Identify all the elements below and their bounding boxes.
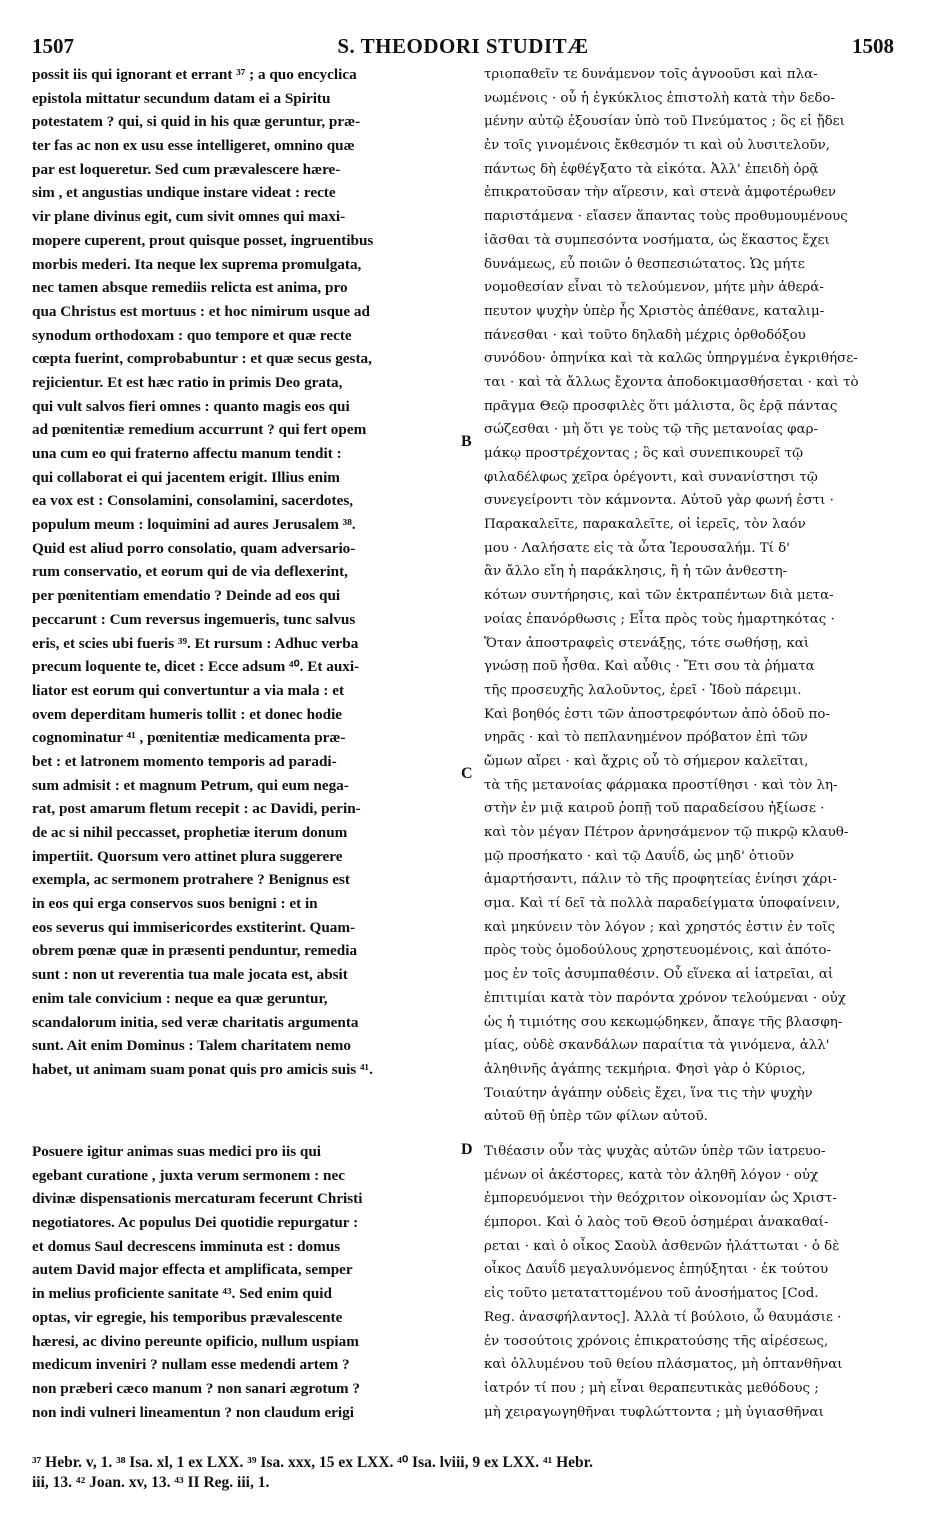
greek-text-line: ὤμων αἴρει · καὶ ἄχρις οὗ τὸ σήμερον καλεῖται,	[484, 753, 809, 769]
greek-text-line: μῷ προσήκατο · καὶ τῷ Δαυΐδ, ὡς μηδ' ὁτιοῦν	[484, 848, 795, 864]
latin-text-line: impertiit. Quorsum vero attinet plura suggerere	[32, 847, 343, 865]
latin-text-line: per pœnitentiam emendatio ? Deinde ad eos qui	[32, 587, 341, 605]
latin-text-line: divinæ dispensationis mercaturam fecerunt Christi	[32, 1190, 363, 1208]
greek-text-line: μένην αὐτῷ ἐξουσίαν ὑπὸ τοῦ Πνεύματος ; ὃς εἰ ᾔδει	[484, 114, 845, 130]
greek-text-line: μάκῳ προστρέχοντας ; ὃς καὶ συνεπικουρεῖ τῷ	[484, 446, 804, 461]
greek-text-line: συνόδου· ὁπηνίκα καὶ τὰ καλῶς ὑπηργμένα ἐγκριθήσε-	[484, 351, 858, 367]
latin-text-line: obrem pœnæ quæ in præsenti penduntur, remedia	[32, 942, 358, 960]
latin-text-line: par est loqueretur. Sed cum prævalescere hære-	[32, 160, 341, 178]
latin-text-line: negotiatores. Ac populus Dei quotidie repurgatur :	[32, 1214, 359, 1232]
greek-text-line: συνεγείροντι τὸν κάμνοντα. Αὐτοῦ γὰρ φωνή ἐστι ·	[484, 493, 834, 509]
latin-text-line: non indi vulneri lineamentun ? non claudum erigi	[32, 1403, 354, 1421]
latin-text-line: hæresi, ac divino pereunte opificio, nullum uspiam	[32, 1332, 359, 1350]
latin-text-line: rat, post amarum fletum recepit : ac Davidi, perin-	[32, 800, 361, 818]
greek-column-top	[484, 63, 892, 1129]
latin-text-line: qua Christus est mortuus : et hoc nimirum usque ad	[32, 302, 370, 320]
greek-text-line: τριοπαθεῖν τε δυνάμενον τοῖς ἀγνοοῦσι καὶ πλα-	[484, 67, 818, 82]
latin-text-line: egebant curatione , juxta verum sermonem : nec	[32, 1166, 345, 1184]
latin-text-line: de ac si nihil peccasset, prophetiæ iterum donum	[32, 824, 348, 841]
greek-text-line: σμα. Καὶ τί δεῖ τὰ πολλὰ παραδείγματα ὑποφαίνειν,	[484, 896, 841, 912]
greek-text-line: Παρακαλεῖτε, παρακαλεῖτε, οἱ ἱερεῖς, τὸν λαόν	[484, 517, 806, 533]
latin-text-line: Posuere igitur animas suas medici pro iis qui	[32, 1143, 322, 1160]
greek-text-line: ἂν ἄλλο εἴη ἡ παράκλησις, ἢ ἡ τῶν ἀνθεστη-	[484, 564, 788, 580]
latin-text-line: eos severus qui immisericordes exstiterint. Quam-	[32, 918, 356, 936]
latin-text-line: bet : et latronem momento temporis ad paradi-	[32, 752, 337, 770]
latin-text-line: sunt : non ut reverentia tua male jocata est, absit	[32, 966, 348, 984]
latin-text-line: rum conservatio, et eorum qui de via deflexerint,	[32, 563, 348, 581]
greek-text-line: Τοιαύτην ἀγάπην οὐδεὶς ἔχει, ἵνα τις τὴν ψυχὴν	[484, 1085, 813, 1101]
greek-text-line: μίας, οὐδὲ σκανδάλων παραίτια τὰ γινόμενα, ἀλλ'	[484, 1038, 830, 1054]
greek-text-line: Ὅταν ἀποστραφεὶς στενάξῃς, τότε σωθήσῃ, καὶ	[484, 635, 810, 651]
greek-text-line: πάντως δὴ ἐφθέγξατο τὰ εἰκότα. Ἀλλ' ἐπειδὴ ὁρᾷ	[484, 161, 819, 177]
greek-text-line: ἐπικρατοῦσαν τὴν αἵρεσιν, καὶ στενὰ ἀμφοτέρωθεν	[484, 185, 836, 201]
footnote-line: iii, 13. ⁴² Joan. xv, 13. ⁴³ II Reg. iii, 1.	[32, 1474, 270, 1491]
greek-text-line: πάνεσθαι · καὶ τοῦτο δηλαδὴ μέχρις ὀρθοδόξου	[484, 327, 806, 343]
latin-text-line: nec tamen absque remediis relicta est anima, pro	[32, 279, 348, 297]
greek-text-line: καὶ ὀλλυμένου τοῦ θείου πλάσματος, μὴ ὀπτανθῆναι	[484, 1357, 843, 1373]
latin-text-line: autem David major effecta et amplificata, semper	[32, 1261, 353, 1279]
latin-text-line: sim , et angustias undique instare videat : recte	[32, 184, 336, 202]
greek-text-line: γνώσῃ ποῦ ἦσθα. Καὶ αὖθις · Ἔτι σου τὰ ῥήματα	[484, 659, 815, 675]
footnotes	[32, 1453, 894, 1493]
latin-text-line: non præberi cæco manum ? non sanari ægrotum ?	[32, 1379, 360, 1397]
latin-text-line: mopere cuperent, prout quisque posset, ingruentibus	[32, 231, 374, 249]
latin-text-line: potestatem ? qui, si quid in his quæ geruntur, præ-	[32, 113, 361, 131]
greek-text-line: ἀληθινῆς ἀγάπης τεκμήρια. Φησὶ γὰρ ὁ Κύριος,	[484, 1061, 806, 1077]
greek-text-line: Reg. ἀνασφήλαντος]. Ἀλλὰ τί βούλοιο, ὦ θαυμάσιε ·	[484, 1309, 842, 1325]
greek-column-bottom	[484, 1140, 892, 1424]
margin-marker-b: B	[461, 433, 472, 450]
greek-text-line: μὴ χειραγωγηθῆναι τυφλώττοντα ; μὴ ὑγιασθῆναι	[484, 1404, 824, 1420]
latin-text-line: ovem deperditam humeris tollit : et donec hodie	[32, 705, 343, 723]
greek-text-line: πρὸς τοὺς ὁμοδούλους χρηστευομένοις, καὶ ἀπότο-	[484, 943, 832, 959]
latin-text-line: medicum inveniri ? nullam esse medendi artem ?	[32, 1356, 350, 1374]
greek-text-line: πρᾶγμα Θεῷ προσφιλὲς ὅτι μάλιστα, ὃς ἐρᾷ πάντας	[484, 398, 838, 414]
greek-text-line: ἰατρόν τί που ; μὴ εἶναι θεραπευτικὰς μεθόδους ;	[484, 1380, 819, 1396]
greek-text-line: Καὶ βοηθός ἐστι τῶν ἀποστρεφόντων ἀπὸ ὁδοῦ πο-	[484, 706, 830, 722]
greek-text-line: μένων οἱ ἀκέστορες, κατὰ τὸν ἀληθῆ λόγον · οὐχ	[484, 1167, 819, 1183]
page-number-left: 1507	[32, 34, 74, 58]
greek-text-line: νοίας ἐπανόρθωσις ; Εἶτα πρὸς τοὺς ἡμαρτηκότας ·	[484, 611, 835, 627]
greek-text-line: νωμένοις · οὗ ἡ ἐγκύκλιος ἐπιστολὴ κατὰ τὴν δεδο-	[484, 90, 835, 106]
greek-text-line: έμποροι. Καὶ ὁ λαὸς τοῦ Θεοῦ ὁσημέραι ἀνακαθαί-	[484, 1215, 829, 1231]
greek-text-line: κότων συντήρησις, καὶ τῶν ἐκτραπέντων διὰ μετα-	[484, 588, 834, 604]
greek-text-line: ἐμπορευόμενοι τὴν θεόχριτον οἰκονομίαν ὡς Χριστ-	[484, 1191, 837, 1207]
latin-text-line: sum admisit : et magnum Petrum, qui eum nega-	[32, 776, 349, 794]
latin-text-line: et domus Saul decrescens imminuta est : domus	[32, 1237, 341, 1255]
greek-text-line: στὴν ἐν μιᾷ καιροῦ ῥοπῇ τοῦ παραδείσου ἠξίωσε ·	[484, 801, 825, 817]
greek-text-line: καὶ μηκύνειν τὸν λόγον ; καὶ χρηστός ἐστιν ἐν τοῖς	[484, 919, 836, 935]
margin-marker-d: D	[461, 1141, 473, 1158]
greek-text-line: τῆς προσευχῆς λαλοῦντος, ἐρεῖ · Ἰδοὺ πάρειμι.	[484, 682, 802, 698]
latin-text-line: vir plane divinus egit, cum sivit omnes qui maxi-	[32, 208, 346, 226]
latin-text-line: peccarunt : Cum reversus ingemueris, tunc salvus	[32, 610, 356, 628]
greek-text-line: τὰ τῆς μετανοίας φάρμακα προστίθησι · καὶ τὸν λη-	[484, 777, 838, 793]
latin-text-line: cognominatur ⁴¹ , pœnitentiæ medicamenta præ-	[32, 729, 346, 747]
greek-text-line: ται · καὶ τὰ ἄλλως ἔχοντα ἀποδοκιμασθήσεται · καὶ τὸ	[484, 374, 859, 390]
greek-text-line: ἐν τοσούτοις χρόνοις ἐπικρατούσης τῆς αἱρέσεως,	[484, 1333, 829, 1349]
latin-text-line: ea vox est : Consolamini, consolamini, sacerdotes,	[32, 492, 354, 510]
greek-text-line: αὐτοῦ θῇ ὑπὲρ τῶν φίλων αὐτοῦ.	[484, 1109, 708, 1125]
latin-text-line: habet, ut animam suam ponat quis pro amicis suis ⁴¹.	[32, 1060, 373, 1078]
greek-text-line: φιλαδέλφως χεῖρα ὀρέγοντι, καὶ συνανίστησι τῷ	[484, 469, 818, 485]
latin-text-line: epistola mittatur secundum datam ei a Spiritu	[32, 89, 331, 107]
greek-text-line: πευτον ψυχὴν ὑπὲρ ἧς Χριστὸς ἀπέθανε, καταλιμ-	[484, 303, 825, 319]
greek-text-line: νηρᾶς · καὶ τὸ πεπλανημένον πρόβατον ἐπὶ τῶν	[484, 730, 808, 746]
latin-text-line: populum meum : loquimini ad aures Jerusalem ³⁸.	[32, 516, 356, 534]
footnote-line: ³⁷ Hebr. v, 1. ³⁸ Isa. xl, 1 ex LXX. ³⁹ Isa. xxx, 15 ex LXX. ⁴⁰ Isa. lviii, 9 ex LXX. ⁴¹ Hebr.	[32, 1454, 593, 1471]
latin-text-line: una cum eo qui fraterno affectu manum tendit :	[32, 445, 342, 462]
latin-text-line: eris, et scies ubi fueris ³⁹. Et rursum : Adhuc verba	[32, 634, 359, 652]
page-header	[32, 34, 894, 60]
latin-text-line: morbis mederi. Ita neque lex suprema promulgata,	[32, 255, 362, 273]
latin-text-line: rejicientur. Et est hæc ratio in primis Deo grata,	[32, 373, 343, 391]
greek-text-line: ὡς ἡ τιμιότης σου κεκωμῴδηκεν, ἄπαγε τῆς βλασφη-	[484, 1014, 843, 1030]
greek-text-line: μος ἐν τοῖς ἀσυμπαθέσιν. Οὗ εἵνεκα αἱ ἰατρεῖαι, αἱ	[484, 967, 834, 983]
greek-text-line: παριστάμενα · εἴασεν ἅπαντας τοὺς προθυμουμένους	[484, 209, 848, 225]
latin-text-line: possit iis qui ignorant et errant ³⁷ ; a quo encyclica	[32, 66, 357, 83]
latin-text-line: liator est eorum qui convertuntur a via mala : et	[32, 681, 345, 699]
greek-text-line: νομοθεσίαν εἶναι τὸ τελούμενον, μήτε μὴν ἀθερά-	[484, 280, 824, 296]
greek-text-line: σώζεσθαι · μὴ ὅτι γε τοὺς τῷ τῆς μετανοίας φαρ-	[484, 422, 818, 438]
greek-text-line: μου · Λαλήσατε εἰς τὰ ὦτα Ἱερουσαλήμ. Τί δ'	[484, 540, 790, 556]
latin-column-bottom	[32, 1140, 456, 1424]
latin-text-line: optas, vir egregie, his temporibus prævalescente	[32, 1308, 343, 1326]
margin-marker-c: C	[461, 765, 473, 782]
latin-text-line: cœpta fuerint, comprobabuntur : et quæ secus gesta,	[32, 350, 372, 368]
greek-text-line: εἰς τοῦτο μεταταττομένου τοῦ ἀνοσήματος [Cod.	[484, 1286, 819, 1302]
latin-text-line: synodum orthodoxam : quo tempore et quæ recte	[32, 326, 352, 344]
latin-text-line: in melius proficiente sanitate ⁴³. Sed enim quid	[32, 1285, 332, 1303]
latin-text-line: ad pœnitentiæ remedium accurrunt ? qui fert opem	[32, 421, 367, 439]
greek-text-line: ἁμαρτήσαντι, πάλιν τὸ τῆς προφητείας ἐνίησι χάρι-	[484, 872, 838, 888]
latin-column-top	[32, 63, 456, 1082]
latin-text-line: in eos qui erga conservos suos benigni : et in	[32, 895, 318, 913]
greek-text-line: ἰᾶσθαι τὰ συμπεσόντα νοσήματα, ὡς ἕκαστος ἔχει	[484, 232, 830, 248]
greek-text-line: Τιθέασιν οὖν τὰς ψυχὰς αὐτῶν ὑπὲρ τῶν ἰατρευο-	[484, 1144, 826, 1159]
latin-text-line: exempla, ac sermonem protrahere ? Benignus est	[32, 871, 350, 889]
latin-text-line: Quid est aliud porro consolatio, quam adversario-	[32, 539, 356, 557]
page-number-right: 1508	[852, 34, 894, 58]
greek-text-line: οἶκος Δαυΐδ μεγαλυνόμενος ἐπηύξηται · ἐκ τούτου	[484, 1262, 829, 1278]
greek-text-line: δυνάμεως, εὖ ποιῶν ὁ θεσπεσιώτατος. Ὡς μήτε	[484, 256, 805, 272]
greek-text-line: ἐν τοῖς γινομένοις ἔκθεσμόν τι καὶ οὐ λυσιτελοῦν,	[484, 138, 830, 154]
latin-text-line: qui vult salvos fieri omnes : quanto magis eos qui	[32, 397, 350, 415]
latin-text-line: precum loquente te, dicet : Ecce adsum ⁴⁰. Et auxi-	[32, 658, 360, 676]
latin-text-line: qui collaborat ei qui jacentem erigit. Illius enim	[32, 468, 340, 486]
greek-text-line: ἐπιτιμίαι κατὰ τὸν παρόντα χρόνον τελούμεναι · οὐχ	[484, 990, 846, 1006]
latin-text-line: enim tale convicium : neque ea quæ geruntur,	[32, 989, 328, 1007]
running-title: S. THEODORI STUDITÆ	[337, 34, 589, 58]
greek-text-line: ρεται · καὶ ὁ οἶκος Σαοὺλ ἀσθενῶν ἠλάττωται · ὁ δὲ	[484, 1238, 840, 1254]
latin-text-line: scandalorum initia, sed veræ charitatis argumenta	[32, 1013, 359, 1031]
latin-text-line: sunt. Ait enim Dominus : Talem charitatem nemo	[32, 1037, 351, 1055]
greek-text-line: καὶ τὸν μέγαν Πέτρον ἀρνησάμενον τῷ πικρῷ κλαυθ-	[484, 825, 849, 840]
latin-text-line: ter fas ac non ex usu esse intelligeret, omnino quæ	[32, 137, 355, 155]
